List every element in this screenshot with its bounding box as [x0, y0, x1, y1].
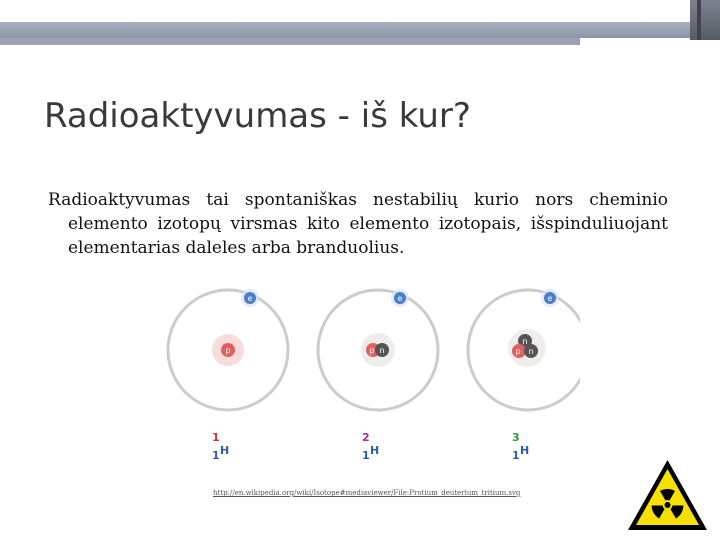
element-symbol: H [220, 444, 230, 457]
proton-label: p [515, 347, 521, 356]
isotope-tritium [468, 289, 580, 462]
electron-label: e [247, 294, 253, 303]
neutron-label: n [522, 337, 528, 346]
image-credit-link[interactable]: http://en.wikipedia.org/wiki/Isotope#mediaviewer/File:Protium_deuterium_tritium.svg [213, 489, 521, 497]
trefoil-core [665, 502, 671, 508]
neutron-label: n [528, 347, 534, 356]
neutron-label: n [379, 346, 385, 355]
element-symbol: H [370, 444, 380, 457]
electron-label: e [397, 294, 403, 303]
isotope-deuterium [318, 289, 438, 462]
mass-number: 2 [362, 431, 370, 444]
electron-label: e [547, 294, 553, 303]
mass-number: 3 [512, 431, 520, 444]
corner-decoration [690, 0, 720, 40]
header-band [0, 22, 720, 38]
header-band-underline [0, 38, 580, 45]
atomic-number: 1 [212, 449, 220, 462]
radiation-hazard-icon [625, 457, 710, 533]
isotope-protium [168, 289, 288, 462]
slide-body-text: Radioaktyvumas tai spontaniškas nestabilių kurio nors cheminio elemento izotopų virsmas kito elemento izotopais, išspinduliuojant elementarias daleles arba branduolius. [48, 190, 668, 258]
mass-number: 1 [212, 431, 220, 444]
slide-title: Radioaktyvumas - iš kur? [44, 96, 471, 136]
proton-label: p [369, 346, 375, 355]
corner-stripe [697, 0, 701, 40]
top-bar [0, 0, 720, 22]
element-symbol: H [520, 444, 530, 457]
isotope-diagram [160, 282, 580, 472]
proton-label: p [225, 346, 231, 355]
atomic-number: 1 [512, 449, 520, 462]
atomic-number: 1 [362, 449, 370, 462]
